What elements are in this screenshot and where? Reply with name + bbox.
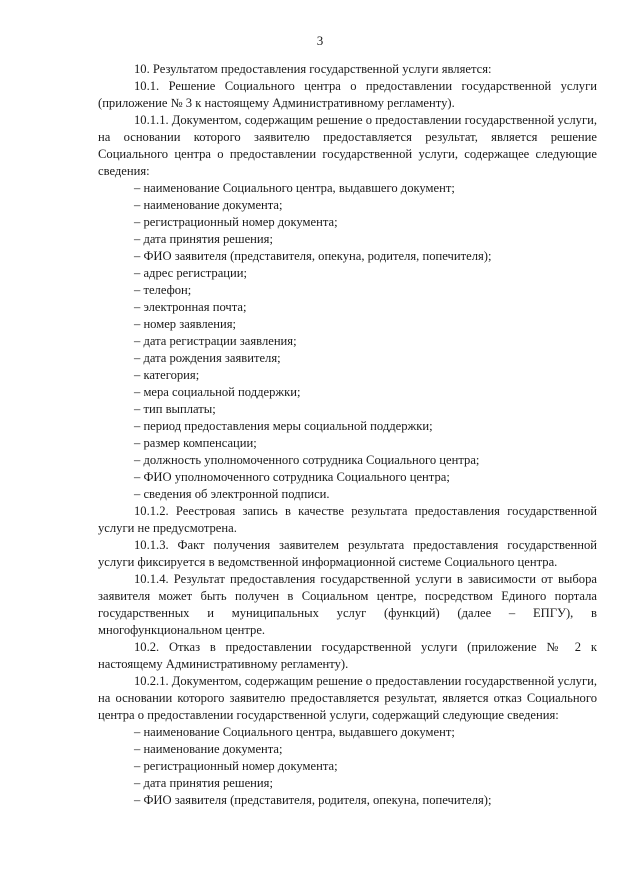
list-item: – адрес регистрации; [134,266,248,280]
list-item: – дата принятия решения; [134,232,273,246]
paragraph: 10.1.1. Документом, содержащим решение о предоставлении государственной услуги, на основании которого заявителю предоставляется результат, является решение Социального центра о предоставлении государственной услуги, содержащее следующие сведения: [98,113,597,178]
page-number: 3 [316,33,324,48]
paragraph: 10.1. Решение Социального центра о предоставлении государственной услуги (приложение № 3 к настоящему Административному регламенту). [98,79,597,110]
list-item: – регистрационный номер документа; [134,759,338,773]
paragraph: 10.1.3. Факт получения заявителем результата предоставления государственной услуги фиксируется в ведомственной информационной системе Социального центра. [98,538,597,569]
document-body [98,61,597,809]
list-item: – наименование Социального центра, выдавшего документ; [134,181,455,195]
list-item: – категория; [134,368,200,382]
list-item: – период предоставления меры социальной поддержки; [134,419,433,433]
paragraph: 10. Результатом предоставления государственной услуги является: [134,62,492,76]
list-item: – мера социальной поддержки; [134,385,301,399]
list-item: – наименование документа; [134,742,283,756]
list-item: – дата принятия решения; [134,776,273,790]
list-item: – наименование документа; [134,198,283,212]
list-item: – ФИО уполномоченного сотрудника Социального центра; [134,470,450,484]
paragraph: 10.1.2. Реестровая запись в качестве результата предоставления государственной услуги не предусмотрена. [98,504,597,535]
paragraph: 10.2. Отказ в предоставлении государственной услуги (приложение № 2 к настоящему Административному регламенту). [98,640,597,671]
list-item: – размер компенсации; [134,436,257,450]
paragraph: 10.2.1. Документом, содержащим решение о предоставлении государственной услуги, на основании которого заявителю предоставляется результат, является отказ Социального центра о предоставлении государственной услуги, содержащий следующие сведения: [98,674,597,722]
list-item: – электронная почта; [134,300,247,314]
list-item: – регистрационный номер документа; [134,215,338,229]
list-item: – ФИО заявителя (представителя, родителя, опекуна, попечителя); [134,793,492,807]
list-item: – наименование Социального центра, выдавшего документ; [134,725,455,739]
paragraph: 10.1.4. Результат предоставления государственной услуги в зависимости от выбора заявителя может быть получен в Социальном центре, посредством Единого портала государственных и муниципальных услуг (функций) (далее – ЕПГУ), в многофункциональном центре. [98,572,597,637]
list-item: – сведения об электронной подписи. [134,487,330,501]
list-item: – тип выплаты; [134,402,216,416]
list-item: – должность уполномоченного сотрудника Социального центра; [134,453,480,467]
list-item: – дата рождения заявителя; [134,351,281,365]
list-item: – телефон; [134,283,192,297]
list-item: – дата регистрации заявления; [134,334,297,348]
list-item: – номер заявления; [134,317,237,331]
list-item: – ФИО заявителя (представителя, опекуна, родителя, попечителя); [134,249,492,263]
